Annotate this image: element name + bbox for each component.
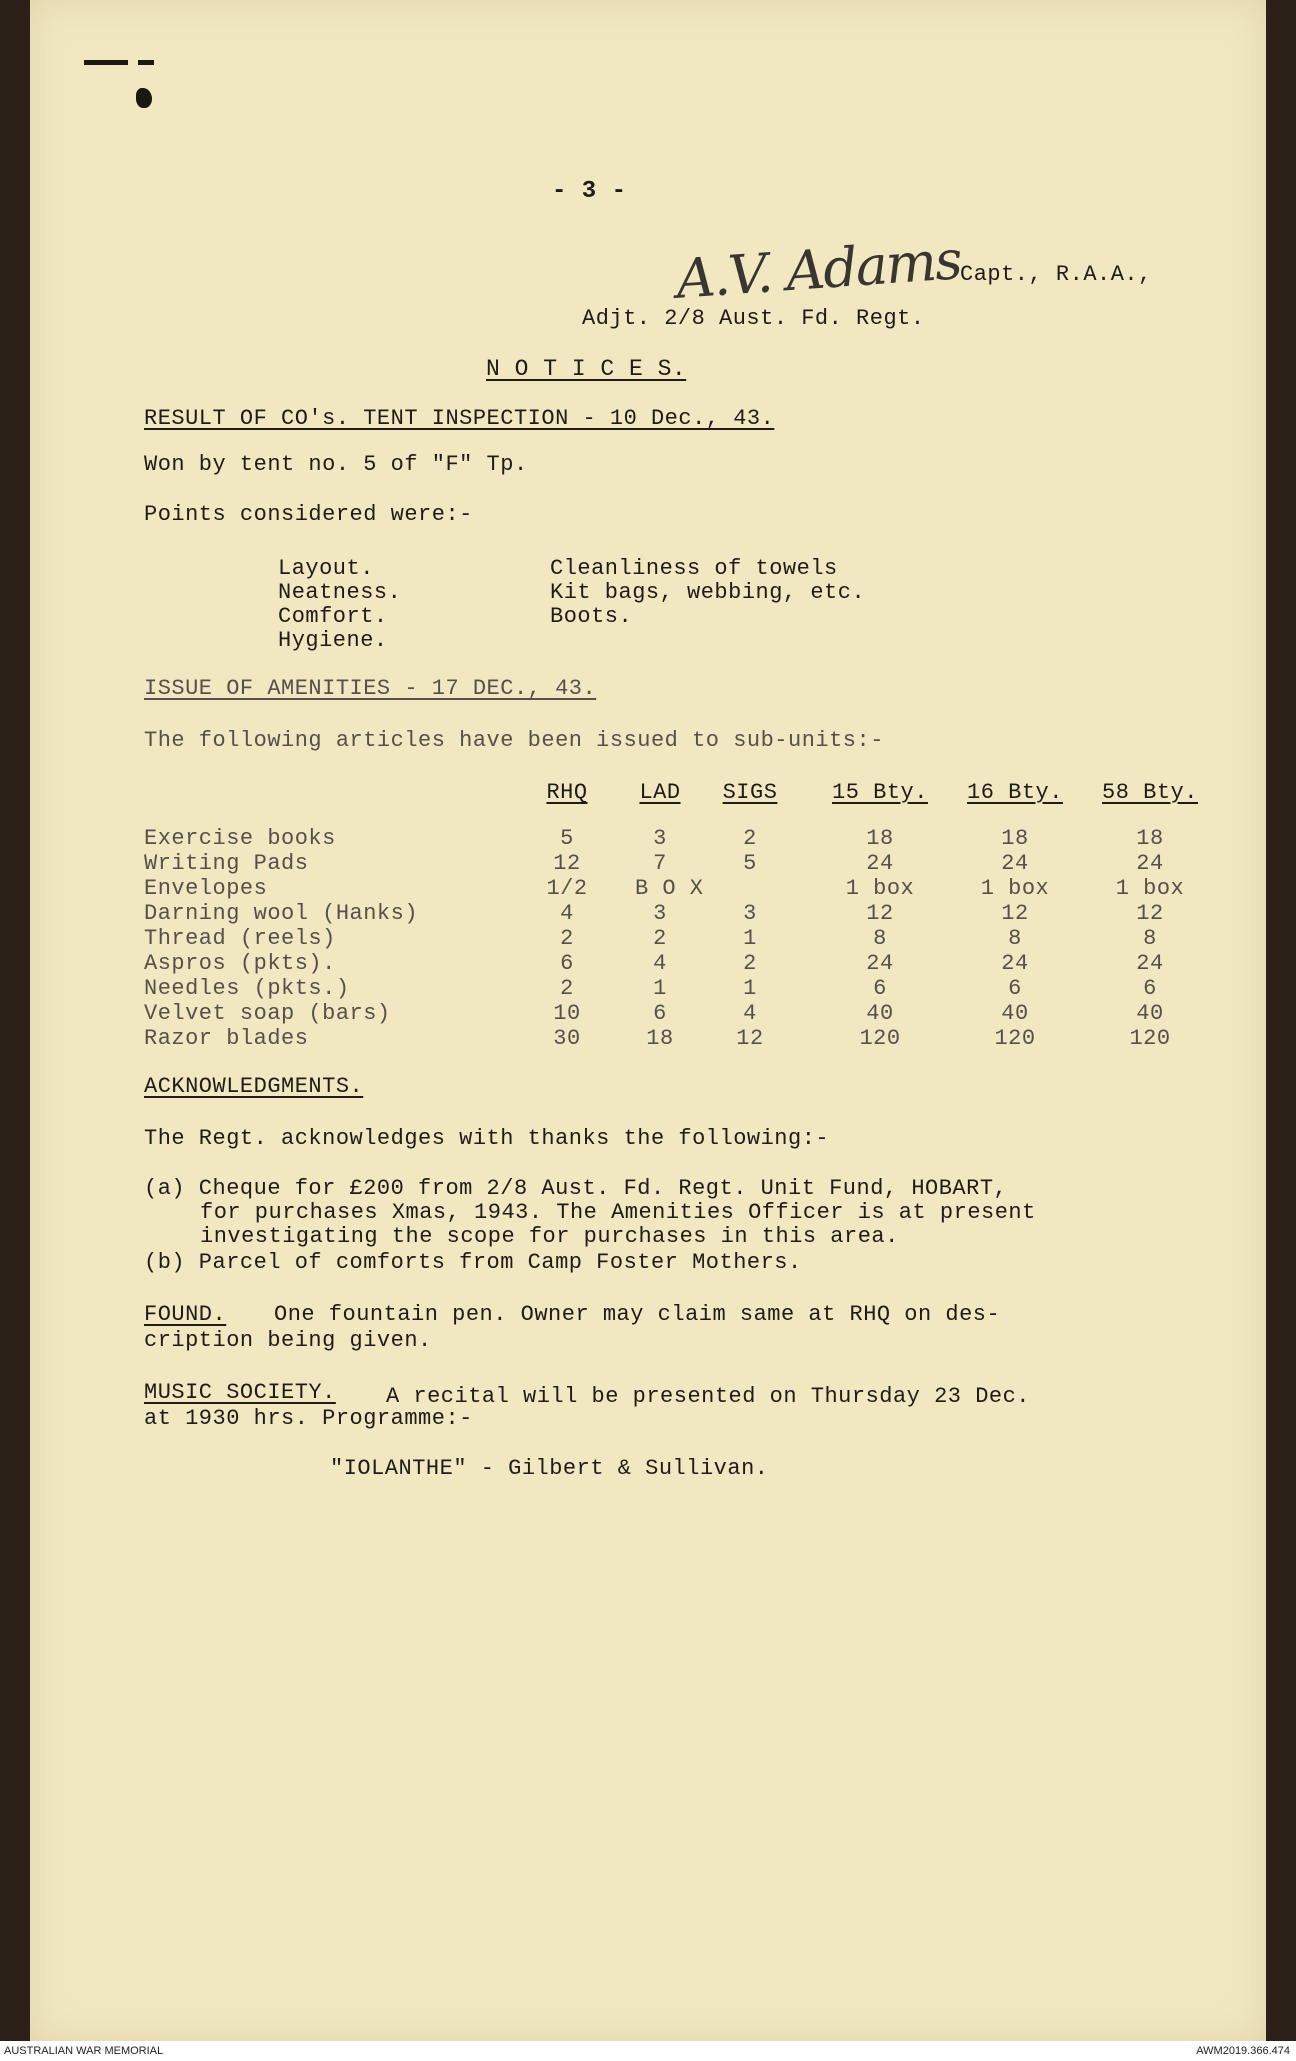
- table-cell: 8: [1008, 926, 1022, 951]
- amenities-intro: The following articles have been issued to sub-units:-: [144, 728, 884, 753]
- notices-heading: N O T I C E S.: [486, 356, 687, 382]
- table-row: [30, 901, 1266, 927]
- point-item: Kit bags, webbing, etc.: [550, 580, 866, 605]
- table-row-label: Writing Pads: [144, 851, 309, 876]
- table-cell: 12: [866, 901, 894, 926]
- table-cell: 1: [743, 926, 757, 951]
- acknowledgments-intro: The Regt. acknowledges with thanks the following:-: [144, 1126, 830, 1151]
- table-row: [30, 876, 1266, 902]
- table-cell: 1: [743, 976, 757, 1001]
- table-cell: 4: [560, 901, 574, 926]
- table-cell: 6: [560, 951, 574, 976]
- table-cell: 2: [653, 926, 667, 951]
- table-cell: 3: [653, 901, 667, 926]
- table-cell: 12: [553, 851, 581, 876]
- table-cell: 6: [1143, 976, 1157, 1001]
- tent-inspection-winner: Won by tent no. 5 of "F" Tp.: [144, 452, 528, 477]
- table-cell: 24: [1136, 951, 1164, 976]
- table-cell: 30: [553, 1026, 581, 1051]
- fastener-mark: [138, 60, 154, 65]
- table-row-label: Darning wool (Hanks): [144, 901, 419, 926]
- table-cell: B O X: [635, 876, 704, 901]
- table-cell: 1/2: [546, 876, 588, 901]
- table-cell: 40: [866, 1001, 894, 1026]
- tent-inspection-heading: RESULT OF CO's. TENT INSPECTION - 10 Dec., 43.: [144, 406, 775, 431]
- table-row: [30, 1001, 1266, 1027]
- point-item: Neatness.: [278, 580, 402, 605]
- table-cell: 3: [743, 901, 757, 926]
- table-cell: 1 box: [845, 876, 915, 901]
- table-cell: 3: [653, 826, 667, 851]
- table-cell: 1 box: [980, 876, 1050, 901]
- table-cell: 2: [743, 951, 757, 976]
- fastener-mark: [84, 60, 128, 65]
- signature: A.V. Adams: [674, 228, 963, 311]
- table-cell: 7: [653, 851, 667, 876]
- table-row: [30, 951, 1266, 977]
- found-text: One fountain pen. Owner may claim same at RHQ on des-: [274, 1302, 1001, 1327]
- table-row: [30, 926, 1266, 952]
- table-cell: 18: [1136, 826, 1164, 851]
- acknowledgment-item-a: for purchases Xmas, 1943. The Amenities Officer is at present: [200, 1200, 1036, 1225]
- table-cell: 12: [1001, 901, 1029, 926]
- table-row: [30, 851, 1266, 877]
- table-cell: 2: [560, 926, 574, 951]
- table-row-label: Needles (pkts.): [144, 976, 350, 1001]
- signatory-rank: Capt., R.A.A.,: [960, 262, 1152, 287]
- column-header: 15 Bty.: [832, 780, 928, 805]
- point-item: Hygiene.: [278, 628, 388, 653]
- table-row-label: Aspros (pkts).: [144, 951, 336, 976]
- table-cell: 120: [859, 1026, 901, 1051]
- page-number: - 3 -: [552, 178, 627, 205]
- column-header: SIGS: [722, 780, 778, 805]
- footer-accession-number: AWM2019.366.474: [1196, 2045, 1290, 2057]
- table-cell: 120: [994, 1026, 1036, 1051]
- table-cell: 24: [866, 951, 894, 976]
- document-page: [30, 0, 1266, 2041]
- column-header: RHQ: [546, 780, 588, 805]
- table-cell: 18: [866, 826, 894, 851]
- acknowledgment-item-a: investigating the scope for purchases in this area.: [200, 1224, 899, 1249]
- table-cell: 2: [560, 976, 574, 1001]
- found-text: cription being given.: [144, 1328, 432, 1353]
- point-item: Cleanliness of towels: [550, 556, 838, 581]
- column-header: 58 Bty.: [1102, 780, 1198, 805]
- table-row: [30, 826, 1266, 852]
- table-cell: 24: [1136, 851, 1164, 876]
- points-intro: Points considered were:-: [144, 502, 473, 527]
- signatory-appointment: Adjt. 2/8 Aust. Fd. Regt.: [582, 306, 925, 331]
- table-cell: 12: [736, 1026, 764, 1051]
- table-cell: 18: [646, 1026, 674, 1051]
- table-row-label: Velvet soap (bars): [144, 1001, 391, 1026]
- table-header-row: [30, 780, 1266, 806]
- table-cell: 6: [873, 976, 887, 1001]
- table-cell: 5: [560, 826, 574, 851]
- table-cell: 8: [1143, 926, 1157, 951]
- table-cell: 120: [1129, 1026, 1171, 1051]
- music-programme: "IOLANTHE" - Gilbert & Sullivan.: [330, 1456, 769, 1481]
- table-cell: 12: [1136, 901, 1164, 926]
- table-cell: 4: [743, 1001, 757, 1026]
- footer-bar: [0, 2041, 1296, 2061]
- music-society-text: at 1930 hrs. Programme:-: [144, 1406, 473, 1431]
- table-cell: 6: [653, 1001, 667, 1026]
- acknowledgment-item-b: (b) Parcel of comforts from Camp Foster Mothers.: [144, 1250, 802, 1275]
- table-cell: 6: [1008, 976, 1022, 1001]
- table-cell: 2: [743, 826, 757, 851]
- table-row-label: Envelopes: [144, 876, 268, 901]
- table-row: [30, 976, 1266, 1002]
- table-cell: 40: [1001, 1001, 1029, 1026]
- table-cell: 8: [873, 926, 887, 951]
- table-row-label: Thread (reels): [144, 926, 336, 951]
- point-item: Boots.: [550, 604, 633, 629]
- table-cell: 10: [553, 1001, 581, 1026]
- point-item: Layout.: [278, 556, 374, 581]
- column-header: LAD: [639, 780, 681, 805]
- music-society-text: A recital will be presented on Thursday 23 Dec.: [386, 1384, 1031, 1409]
- table-cell: 40: [1136, 1001, 1164, 1026]
- footer-institution: AUSTRALIAN WAR MEMORIAL: [4, 2045, 164, 2057]
- point-item: Comfort.: [278, 604, 388, 629]
- table-cell: 1: [653, 976, 667, 1001]
- punch-mark: [136, 88, 152, 108]
- table-cell: 24: [866, 851, 894, 876]
- music-society-label: MUSIC SOCIETY.: [144, 1380, 336, 1405]
- table-cell: 1 box: [1115, 876, 1185, 901]
- column-header: 16 Bty.: [967, 780, 1063, 805]
- table-row: [30, 1026, 1266, 1052]
- acknowledgments-heading: ACKNOWLEDGMENTS.: [144, 1074, 364, 1099]
- table-cell: 18: [1001, 826, 1029, 851]
- found-label: FOUND.: [144, 1302, 227, 1327]
- table-row-label: Razor blades: [144, 1026, 309, 1051]
- amenities-table: [30, 780, 1266, 1060]
- table-cell: 4: [653, 951, 667, 976]
- table-cell: 24: [1001, 851, 1029, 876]
- table-row-label: Exercise books: [144, 826, 336, 851]
- amenities-heading: ISSUE OF AMENITIES - 17 DEC., 43.: [144, 676, 597, 701]
- table-cell: 24: [1001, 951, 1029, 976]
- table-cell: 5: [743, 851, 757, 876]
- acknowledgment-item-a: (a) Cheque for £200 from 2/8 Aust. Fd. Regt. Unit Fund, HOBART,: [144, 1176, 1008, 1201]
